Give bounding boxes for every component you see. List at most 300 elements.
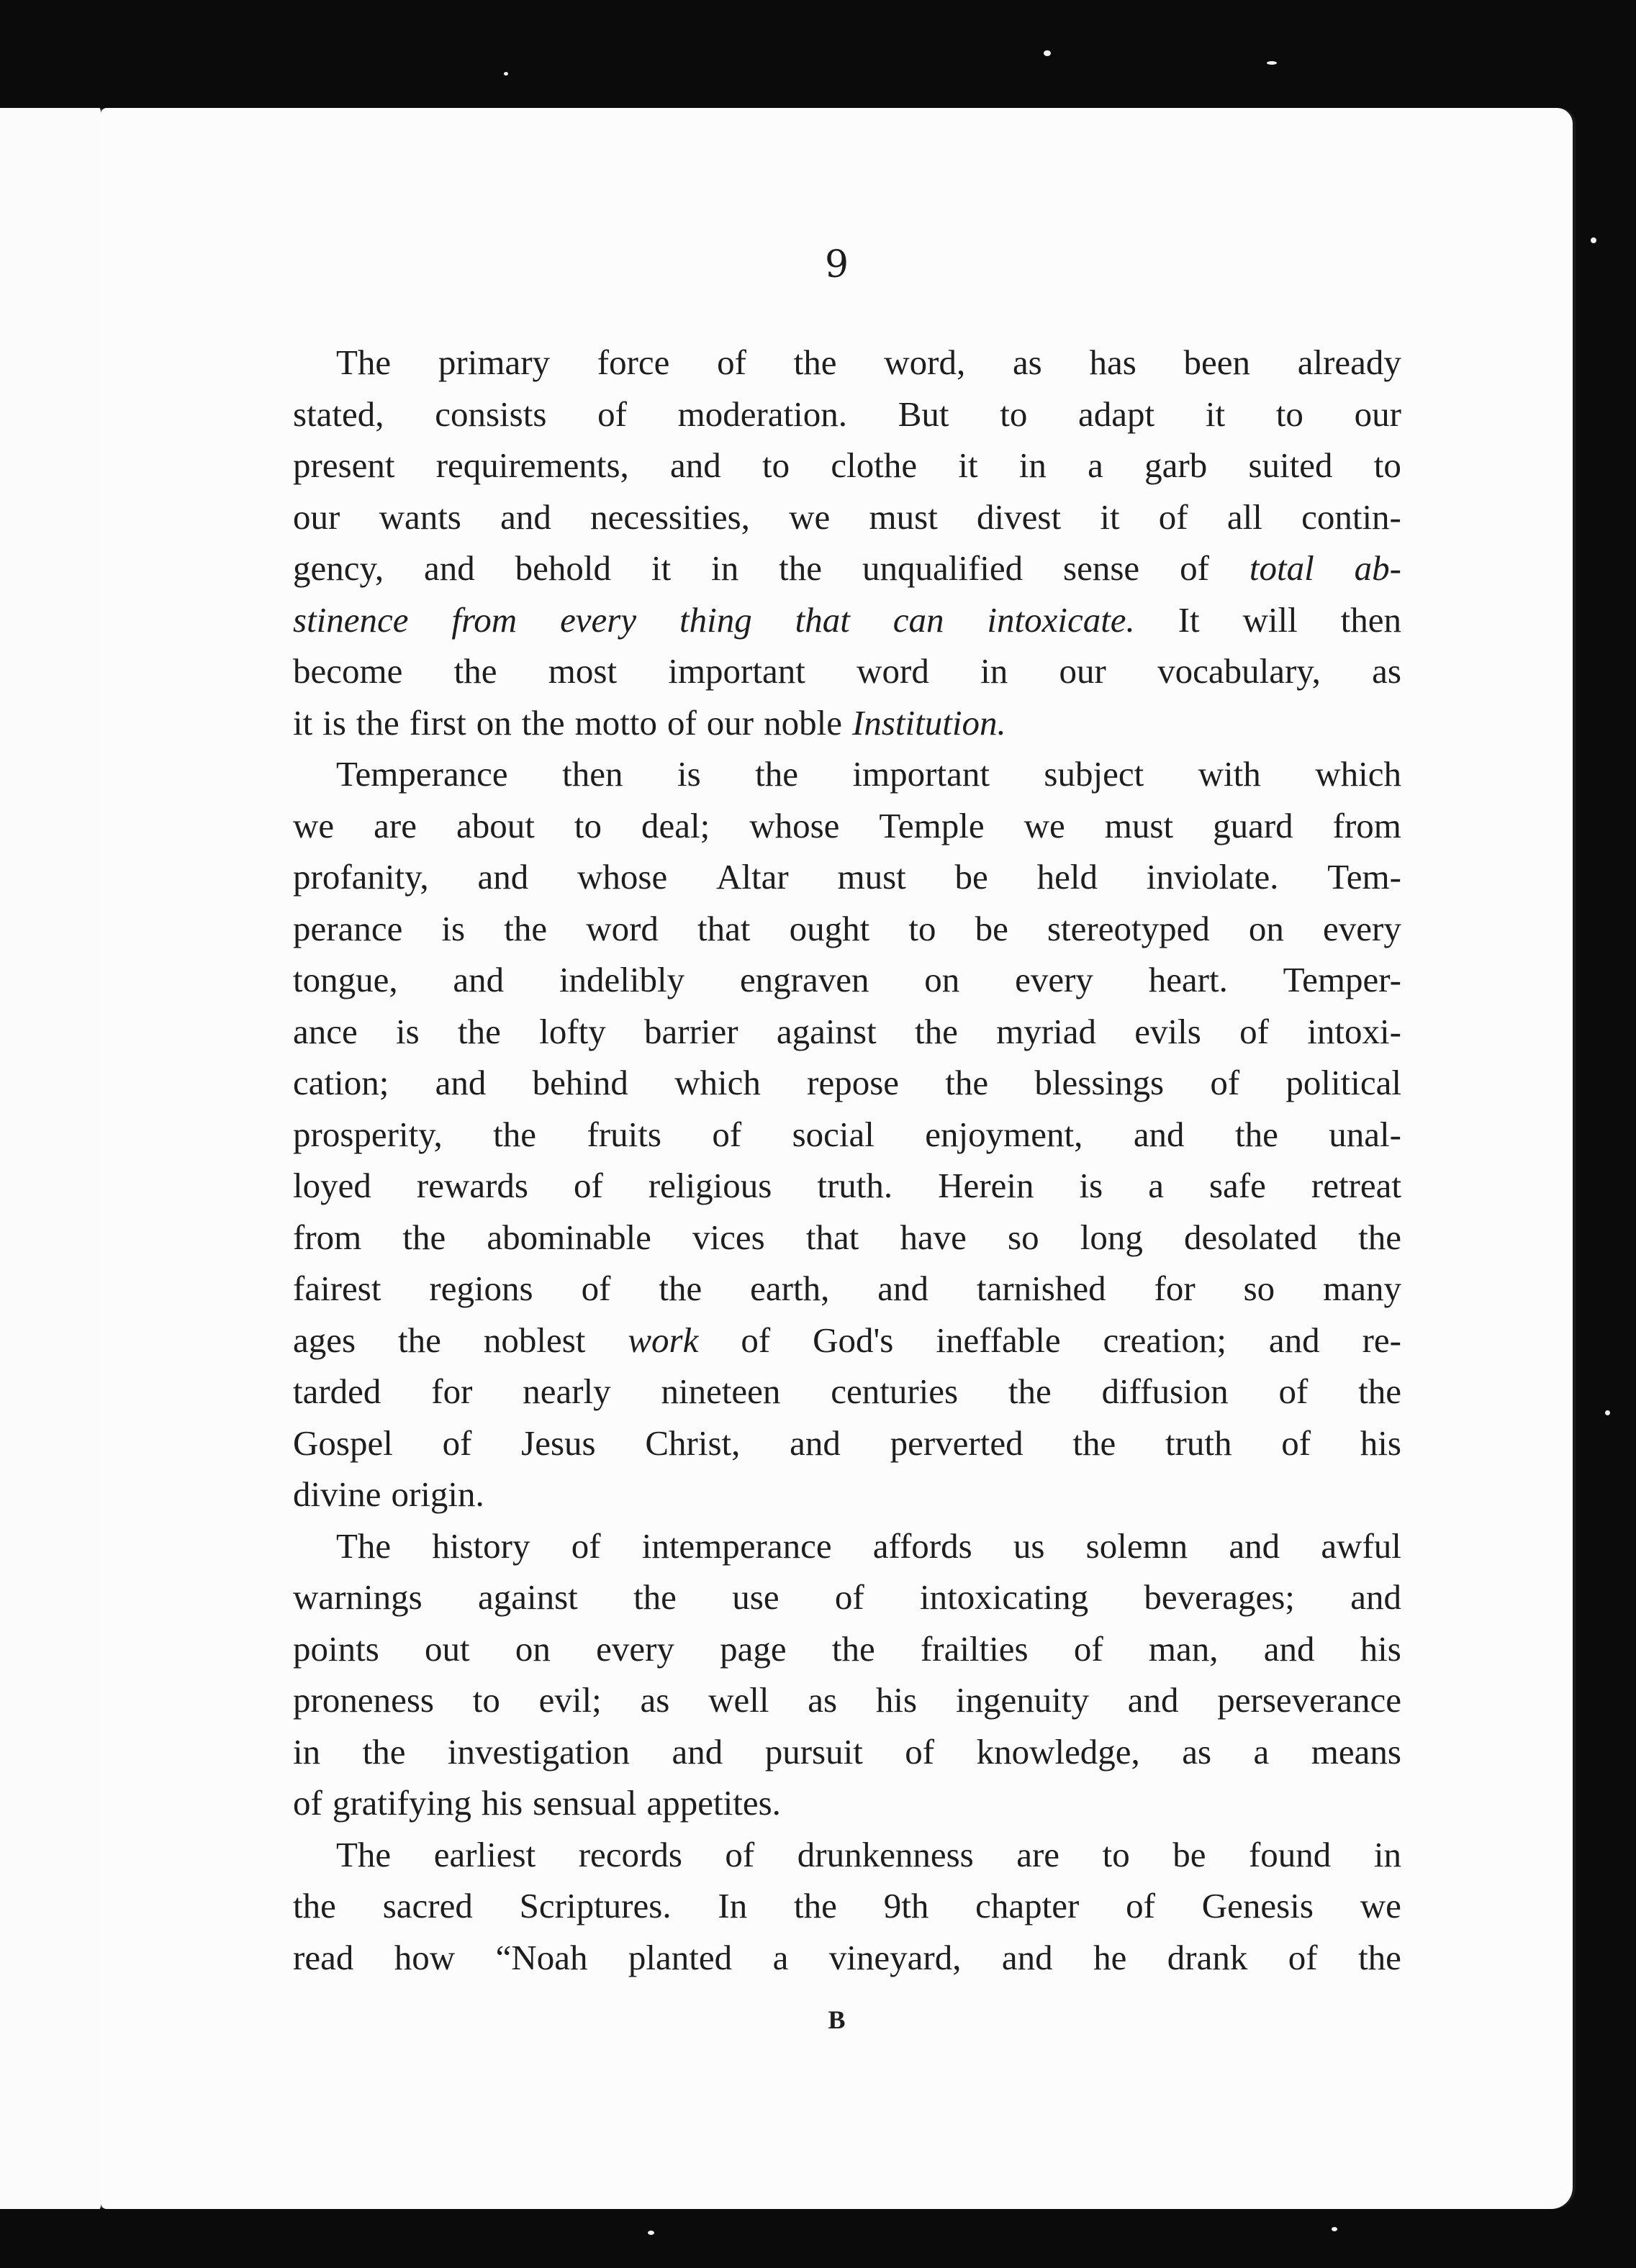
word: his bbox=[482, 1783, 523, 1823]
word: planted bbox=[628, 1937, 733, 1977]
word: tarnished bbox=[976, 1269, 1106, 1308]
text-line bbox=[293, 1777, 1401, 1829]
previous-page-edge bbox=[0, 108, 104, 2209]
word: vocabulary, bbox=[1157, 651, 1321, 691]
word: investigation bbox=[447, 1731, 631, 1772]
word: evil; bbox=[538, 1680, 602, 1720]
dust-speck bbox=[1591, 237, 1596, 243]
text-line bbox=[293, 1880, 1401, 1932]
word: our bbox=[1354, 394, 1401, 434]
word: suited bbox=[1248, 445, 1333, 485]
word: the bbox=[1234, 1114, 1278, 1154]
word: origin. bbox=[391, 1474, 484, 1514]
word: us bbox=[1013, 1525, 1045, 1566]
word: retreat bbox=[1311, 1166, 1401, 1205]
signature-mark: B bbox=[828, 2005, 846, 2034]
word: important bbox=[668, 651, 805, 691]
word: with bbox=[1198, 754, 1261, 794]
word: of bbox=[597, 394, 627, 434]
text-line bbox=[293, 954, 1401, 1006]
word: warnings bbox=[293, 1577, 422, 1617]
word: and bbox=[500, 496, 551, 537]
word: is bbox=[441, 908, 466, 948]
text-line bbox=[293, 1932, 1401, 1984]
word: perseverance bbox=[1217, 1680, 1401, 1720]
word: and bbox=[435, 1063, 487, 1102]
word: nearly bbox=[523, 1371, 611, 1411]
word: the bbox=[779, 548, 823, 588]
word: against bbox=[776, 1011, 877, 1051]
word: behind bbox=[532, 1063, 628, 1102]
word: solemn bbox=[1085, 1525, 1188, 1566]
word: affords bbox=[872, 1525, 972, 1566]
dust-speck bbox=[1044, 50, 1051, 56]
text-line bbox=[293, 851, 1401, 903]
word: is bbox=[322, 702, 346, 743]
text-line bbox=[293, 1829, 1401, 1881]
body-text bbox=[293, 337, 1401, 1983]
word: clothe bbox=[831, 445, 918, 485]
word: so bbox=[1243, 1269, 1275, 1308]
word: man, bbox=[1148, 1628, 1219, 1669]
text-line bbox=[293, 491, 1401, 543]
word: of bbox=[725, 1834, 755, 1874]
word: and bbox=[670, 445, 721, 485]
word: garb bbox=[1144, 445, 1208, 485]
word: as bbox=[808, 1680, 838, 1720]
word: abominable bbox=[487, 1217, 651, 1257]
text-line bbox=[293, 800, 1401, 852]
word: and bbox=[877, 1269, 929, 1308]
word: Temper- bbox=[1283, 960, 1401, 999]
word: on bbox=[924, 960, 960, 999]
word: pursuit bbox=[764, 1731, 863, 1772]
word: Altar bbox=[716, 857, 789, 897]
word: of bbox=[666, 702, 697, 743]
word: is bbox=[677, 754, 701, 794]
word: about bbox=[456, 805, 535, 845]
word: of bbox=[1281, 1423, 1311, 1463]
word: we bbox=[1360, 1886, 1401, 1925]
word: barrier bbox=[644, 1011, 738, 1051]
word: held bbox=[1036, 857, 1098, 897]
word: the bbox=[1358, 1371, 1401, 1411]
word: can bbox=[892, 599, 944, 640]
word: are bbox=[374, 805, 417, 845]
text-line bbox=[293, 1263, 1401, 1315]
word: long bbox=[1080, 1217, 1143, 1257]
word: which bbox=[674, 1063, 761, 1102]
word: been bbox=[1183, 343, 1251, 382]
word: of bbox=[717, 343, 746, 382]
word: in bbox=[1373, 1834, 1401, 1874]
word: of bbox=[905, 1731, 935, 1772]
dust-speck bbox=[1267, 61, 1277, 65]
word: on bbox=[476, 702, 512, 743]
word: nineteen bbox=[661, 1371, 781, 1411]
word: it bbox=[293, 702, 313, 743]
dust-speck bbox=[1605, 1410, 1610, 1415]
word: re- bbox=[1362, 1320, 1401, 1360]
word: of bbox=[293, 1783, 322, 1823]
word: the bbox=[356, 702, 399, 743]
word: of bbox=[1180, 548, 1209, 588]
word: on bbox=[515, 1628, 551, 1669]
word: on bbox=[1248, 908, 1284, 948]
word: perance bbox=[293, 908, 403, 948]
word: fruits bbox=[587, 1114, 661, 1154]
word: repose bbox=[807, 1063, 900, 1102]
word: the bbox=[1072, 1423, 1116, 1463]
word: that bbox=[795, 599, 850, 640]
word: every bbox=[1015, 960, 1093, 999]
word: ance bbox=[293, 1011, 358, 1051]
word: must bbox=[869, 496, 938, 537]
word: as bbox=[1182, 1731, 1212, 1772]
word: fairest bbox=[293, 1269, 381, 1308]
word: the bbox=[945, 1063, 989, 1102]
word: blessings bbox=[1034, 1063, 1165, 1102]
word: will bbox=[1242, 599, 1298, 640]
word: myriad bbox=[996, 1011, 1096, 1051]
word: desolated bbox=[1183, 1217, 1318, 1257]
word: as bbox=[1372, 651, 1401, 691]
word: every bbox=[596, 1628, 674, 1669]
word: page bbox=[720, 1628, 787, 1669]
word: drunkenness bbox=[797, 1834, 974, 1874]
word: of bbox=[1278, 1371, 1309, 1411]
word: then bbox=[562, 754, 623, 794]
word: deal; bbox=[641, 805, 710, 845]
word: It bbox=[1178, 599, 1200, 640]
word: already bbox=[1297, 343, 1401, 382]
word: and bbox=[1133, 1114, 1185, 1154]
text-line bbox=[293, 1160, 1401, 1212]
word: all bbox=[1226, 496, 1262, 537]
word: his bbox=[875, 1680, 918, 1720]
word: to bbox=[574, 805, 602, 845]
word: creation; bbox=[1103, 1320, 1226, 1360]
word: and bbox=[790, 1423, 841, 1463]
word: the bbox=[1008, 1371, 1052, 1411]
word: from bbox=[293, 1217, 362, 1257]
text-line bbox=[293, 594, 1401, 646]
text-line bbox=[293, 1674, 1401, 1726]
dust-speck bbox=[648, 2231, 654, 2235]
word: for bbox=[1154, 1269, 1196, 1308]
word: the bbox=[293, 1886, 336, 1925]
word: Christ, bbox=[645, 1423, 741, 1463]
word: and bbox=[1350, 1577, 1401, 1617]
word: it bbox=[651, 548, 672, 588]
word: centuries bbox=[831, 1371, 959, 1411]
word: as bbox=[640, 1680, 670, 1720]
word: to bbox=[1275, 394, 1303, 434]
word: ought bbox=[789, 908, 870, 948]
word: and bbox=[1268, 1320, 1320, 1360]
word: and bbox=[1229, 1525, 1280, 1566]
text-line bbox=[293, 1520, 1401, 1572]
word: Temple bbox=[879, 805, 985, 845]
word: it bbox=[1205, 394, 1226, 434]
word: intemperance bbox=[641, 1525, 832, 1566]
word: we bbox=[293, 805, 335, 845]
word: guard bbox=[1213, 805, 1293, 845]
word: of bbox=[574, 1166, 603, 1205]
word: and bbox=[424, 548, 475, 588]
text-line bbox=[293, 440, 1401, 491]
word: in bbox=[293, 1731, 321, 1772]
text-line bbox=[293, 697, 1401, 749]
word: Herein bbox=[938, 1166, 1034, 1205]
word: religious bbox=[648, 1166, 772, 1205]
word: vices bbox=[692, 1217, 765, 1257]
word: out bbox=[425, 1628, 470, 1669]
word: the bbox=[915, 1011, 958, 1051]
word: ab- bbox=[1354, 548, 1401, 588]
word: and bbox=[453, 960, 505, 999]
word: contin- bbox=[1301, 496, 1401, 537]
word: his bbox=[1360, 1423, 1401, 1463]
word: earliest bbox=[433, 1834, 536, 1874]
word: word bbox=[586, 908, 659, 948]
word: behold bbox=[515, 548, 612, 588]
word: of bbox=[712, 1114, 742, 1154]
text-line bbox=[293, 1057, 1401, 1109]
word: he bbox=[1093, 1937, 1127, 1977]
word: Scriptures. bbox=[519, 1886, 672, 1925]
word: the bbox=[794, 1886, 837, 1925]
word: and bbox=[1001, 1937, 1053, 1977]
word: ages bbox=[293, 1320, 356, 1360]
word: whose bbox=[749, 805, 840, 845]
word: to bbox=[472, 1680, 500, 1720]
word: to bbox=[1373, 445, 1401, 485]
word: 9th bbox=[883, 1886, 929, 1925]
text-line bbox=[293, 748, 1401, 800]
word: be bbox=[1172, 1834, 1206, 1874]
word: truth bbox=[1165, 1423, 1232, 1463]
word: profanity, bbox=[293, 857, 429, 897]
word: in bbox=[711, 548, 739, 588]
word: we bbox=[1023, 805, 1065, 845]
word: the bbox=[793, 343, 837, 382]
word: the bbox=[398, 1320, 441, 1360]
word: history bbox=[432, 1525, 530, 1566]
word: perverted bbox=[890, 1423, 1023, 1463]
word: from bbox=[1332, 805, 1401, 845]
text-line bbox=[293, 1418, 1401, 1469]
word: God's bbox=[813, 1320, 894, 1360]
word: subject bbox=[1044, 754, 1144, 794]
word: the bbox=[659, 1269, 702, 1308]
word: that bbox=[805, 1217, 859, 1257]
word: in bbox=[1018, 445, 1047, 485]
word: is bbox=[1079, 1166, 1103, 1205]
word: inviolate. bbox=[1146, 857, 1279, 897]
word: means bbox=[1311, 1731, 1401, 1772]
word: a bbox=[1148, 1166, 1164, 1205]
word: is bbox=[396, 1011, 420, 1051]
word: The bbox=[336, 1834, 392, 1874]
word: stated, bbox=[293, 394, 384, 434]
word: The bbox=[336, 1525, 392, 1566]
word: consists bbox=[435, 394, 547, 434]
word: of bbox=[571, 1525, 601, 1566]
text-line bbox=[293, 645, 1401, 697]
word: the bbox=[633, 1577, 677, 1617]
word: the bbox=[504, 908, 548, 948]
word: important bbox=[852, 754, 990, 794]
dust-speck bbox=[504, 72, 508, 76]
word: rewards bbox=[416, 1166, 528, 1205]
word: of bbox=[1126, 1886, 1155, 1925]
word: of bbox=[442, 1423, 472, 1463]
word: diffusion bbox=[1101, 1371, 1229, 1411]
word: our bbox=[293, 496, 340, 537]
word: a bbox=[772, 1937, 789, 1977]
word: earth, bbox=[750, 1269, 830, 1308]
word: awful bbox=[1321, 1525, 1401, 1566]
word: chapter bbox=[975, 1886, 1080, 1925]
word: sacred bbox=[382, 1886, 473, 1925]
word: appetites. bbox=[646, 1783, 781, 1823]
word: Gospel bbox=[293, 1423, 393, 1463]
word: drank bbox=[1167, 1937, 1248, 1977]
word: must bbox=[1104, 805, 1174, 845]
word: word bbox=[857, 651, 929, 691]
word: gratifying bbox=[332, 1783, 472, 1823]
word: the bbox=[453, 651, 497, 691]
word: of bbox=[1158, 496, 1188, 537]
word: records bbox=[578, 1834, 682, 1874]
word: well bbox=[708, 1680, 769, 1720]
text-line bbox=[293, 1571, 1401, 1623]
word: be bbox=[975, 908, 1008, 948]
word: motto bbox=[574, 702, 657, 743]
word: wants bbox=[379, 496, 461, 537]
text-line bbox=[293, 1726, 1401, 1778]
word: intoxicate. bbox=[987, 599, 1135, 640]
word: a bbox=[1088, 445, 1103, 485]
dust-speck bbox=[1332, 2227, 1337, 2231]
word: present bbox=[293, 445, 395, 485]
word: divine bbox=[293, 1474, 381, 1514]
word: that bbox=[697, 908, 751, 948]
word: Institution. bbox=[851, 702, 1006, 743]
word: of bbox=[741, 1320, 771, 1360]
word: engraven bbox=[739, 960, 869, 999]
word: of bbox=[1073, 1628, 1103, 1669]
word: of bbox=[1210, 1063, 1240, 1102]
word: must bbox=[837, 857, 906, 897]
word: are bbox=[1016, 1834, 1060, 1874]
word: which bbox=[1315, 754, 1401, 794]
word: indelibly bbox=[559, 960, 685, 999]
word: how bbox=[394, 1937, 456, 1977]
word: safe bbox=[1208, 1166, 1266, 1205]
word: points bbox=[293, 1628, 379, 1669]
word: as bbox=[1012, 343, 1042, 382]
word: so bbox=[1008, 1217, 1039, 1257]
word: of bbox=[834, 1577, 864, 1617]
word: for bbox=[431, 1371, 473, 1411]
word: in bbox=[980, 651, 1008, 691]
word: tongue, bbox=[293, 960, 398, 999]
word: “Noah bbox=[495, 1937, 588, 1977]
word: most bbox=[548, 651, 618, 691]
word: The bbox=[336, 343, 392, 382]
word: stereotyped bbox=[1047, 908, 1210, 948]
word: the bbox=[402, 1217, 446, 1257]
word: ingenuity bbox=[955, 1680, 1089, 1720]
word: the bbox=[1358, 1217, 1401, 1257]
word: our bbox=[1059, 651, 1106, 691]
word: first bbox=[409, 702, 466, 743]
word: prosperity, bbox=[293, 1114, 443, 1154]
word: work bbox=[628, 1320, 699, 1360]
word: adapt bbox=[1078, 394, 1155, 434]
word: knowledge, bbox=[976, 1731, 1140, 1772]
word: necessities, bbox=[590, 496, 750, 537]
word: of bbox=[1288, 1937, 1318, 1977]
text-line bbox=[293, 1212, 1401, 1264]
word: lofty bbox=[539, 1011, 606, 1051]
word: read bbox=[293, 1937, 354, 1977]
text-line bbox=[293, 1315, 1401, 1366]
word: evils bbox=[1134, 1011, 1201, 1051]
text-line bbox=[293, 1623, 1401, 1675]
word: many bbox=[1323, 1269, 1401, 1308]
word: whose bbox=[577, 857, 668, 897]
word: of bbox=[581, 1269, 611, 1308]
word: to bbox=[762, 445, 790, 485]
word: Genesis bbox=[1201, 1886, 1314, 1925]
word: requirements, bbox=[435, 445, 629, 485]
word: against bbox=[477, 1577, 578, 1617]
word: become bbox=[293, 651, 403, 691]
word: to bbox=[1000, 394, 1028, 434]
word: thing bbox=[679, 599, 752, 640]
text-line bbox=[293, 337, 1401, 389]
word: every bbox=[1323, 908, 1401, 948]
book-page bbox=[101, 108, 1573, 2209]
word: to bbox=[1102, 1834, 1130, 1874]
word: truth. bbox=[817, 1166, 893, 1205]
word: enjoyment, bbox=[925, 1114, 1083, 1154]
word: then bbox=[1340, 599, 1401, 640]
word: total bbox=[1249, 548, 1314, 588]
word: noblest bbox=[483, 1320, 586, 1360]
word: the bbox=[831, 1628, 875, 1669]
word: word, bbox=[884, 343, 966, 382]
word: has bbox=[1089, 343, 1136, 382]
word: the bbox=[493, 1114, 537, 1154]
text-line bbox=[293, 1469, 1401, 1520]
text-line bbox=[293, 903, 1401, 955]
word: the bbox=[458, 1011, 501, 1051]
text-line bbox=[293, 1366, 1401, 1418]
word: Temperance bbox=[336, 754, 508, 794]
text-line bbox=[293, 389, 1401, 440]
word: unqualified bbox=[862, 548, 1023, 588]
word: the bbox=[755, 754, 798, 794]
word: sense bbox=[1063, 548, 1140, 588]
text-line bbox=[293, 1006, 1401, 1058]
word: cation; bbox=[293, 1063, 389, 1102]
word: Tem- bbox=[1327, 857, 1401, 897]
word: our bbox=[706, 702, 754, 743]
